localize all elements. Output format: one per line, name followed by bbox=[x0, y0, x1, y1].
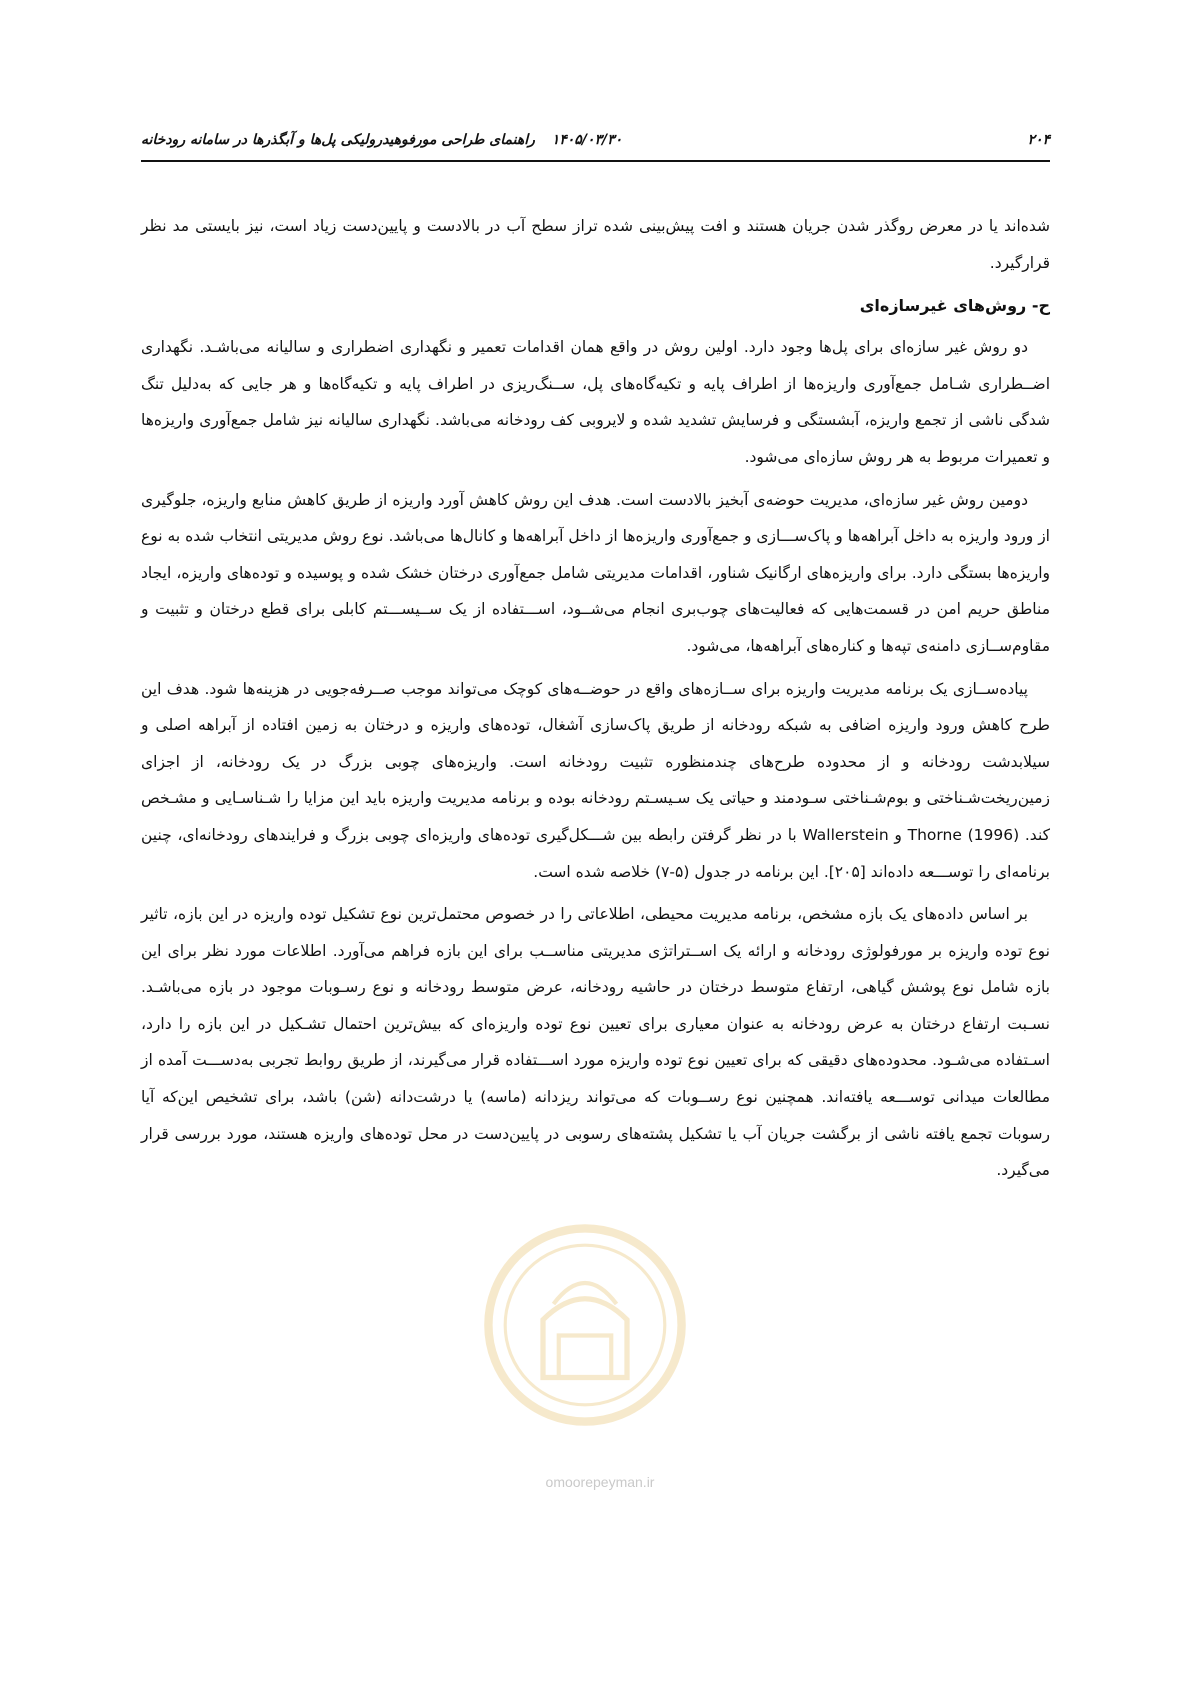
watermark-seal bbox=[480, 1220, 690, 1430]
running-title bbox=[141, 132, 622, 148]
paragraph: دومین روش غیر سازه‌ای، مدیریت حوضه‌ی آبخیز بالادست است. هدف این روش کاهش آورد واریزه از طریق کاهش منابع واریزه، جلوگیری از ورود واریزه به داخل آبراهه‌ها و پاک‌ســـازی و جمع‌آوری واریزه‌ها از داخل آبراهه‌ها و کانال‌ها می‌باشد. نوع روش مدیریتی انتخاب شده به نوع واریزه‌ها بستگی دارد. برای واریزه‌های ارگانیک شناور، اقدامات مدیریتی شامل جمع‌آوری درختان خشک شده و پوسیده و توده‌های واریزه، ایجاد مناطق حریم امن در قسمت‌هایی که فعالیت‌های چوب‌بری انجام می‌شــود، اســـتفاده از یک ســیســـتم کابلی برای قطع درختان و تثبیت و مقاوم‌ســازی دامنه‌ی تپه‌ها و کناره‌های آبراهه‌ها، می‌شود. bbox=[141, 490, 1050, 655]
paragraph: بر اساس داده‌های یک بازه مشخص، برنامه مدیریت محیطی، اطلاعاتی را در خصوص محتمل‌ترین نوع تشکیل توده واریزه در این بازه، تاثیر نوع توده واریزه بر مورفولوژی رودخانه و ارائه یک اســتراتژی مدیریتی مناســب برای این بازه فراهم می‌آورد. اطلاعات مورد نظر برای این بازه شامل نوع پوشش گیاهی، ارتفاع متوسط درختان در حاشیه رودخانه، عرض متوسط رودخانه و نوع رسـوبات موجود در بازه می‌باشـد. نسـبت ارتفاع درختان به عرض رودخانه به عنوان معیاری برای تعیین نوع توده واریزه‌ای که بیش‌ترین احتمال تشـکیل در این بازه را دارد، اسـتفاده می‌شـود. محدوده‌های دقیقی که برای تعیین نوع توده واریزه مورد اســـتفاده قرار می‌گیرند، از طریق روابط تجربی به‌دســـت آمده از مطالعات میدانی توســـعه یافته‌اند. همچنین نوع رســوبات که می‌تواند ریزدانه (ماسه) یا درشت‌دانه (شن) باشد، برای تشخیص این‌که آیا رسوبات تجمع یافته ناشی از برگشت جریان آب یا تشکیل پشته‌های رسوبی در پایین‌دست در محل توده‌های واریزه هستند، مورد بررسی قرار می‌گیرد. bbox=[141, 905, 1050, 1180]
section-heading: ح- روش‌های غیرسازه‌ای bbox=[859, 296, 1050, 316]
header-date: ۱۴۰۵/۰۳/۳۰ bbox=[551, 132, 623, 148]
page-header bbox=[141, 128, 1050, 154]
watermark-url: omoorepeyman.ir bbox=[545, 1474, 655, 1490]
page-number: ۲۰۴ bbox=[1027, 132, 1050, 148]
paragraph-continuation: شده‌اند یا در معرض روگذر شدن جریان هستند و افت پیش‌بینی شده تراز سطح آب در بالادست و پایین‌دست زیاد است، نیز بایستی مد نظر قرارگیرد. bbox=[141, 217, 1050, 272]
header-rule bbox=[141, 160, 1050, 162]
body-text bbox=[141, 208, 1050, 1195]
header-title: راهنمای طراحی مورفوهیدرولیکی پل‌ها و آبگذرها در سامانه رودخانه bbox=[141, 132, 535, 148]
paragraph: پیاده‌ســازی یک برنامه مدیریت واریزه برای ســازه‌های واقع در حوضــه‌های کوچک می‌تواند موجب صــرفه‌جویی در هزینه‌ها شود. هدف این طرح کاهش ورود واریزه اضافی به شبکه رودخانه از طریق پاک‌سازی آشغال، توده‌های واریزه و درختان به زمین افتاده از آبراهه اصلی و سیلابدشت رودخانه و از محدوده طرح‌های چندمنظوره تثبیت رودخانه است. واریزه‌های چوبی بزرگ در یک رودخانه، از اجزای زمین‌ریخت‌شـناختی و بوم‌شـناختی سـودمند و حیاتی یک سـیسـتم رودخانه بوده و برنامه مدیریت واریزه باید این مزایا را شـناسـایی و مشـخص کند. Thorne (1996) و Wallerstein با در نظر گرفتن رابطه بین شـــکل‌گیری توده‌های واریزه‌ای چوبی بزرگ و فرایندهای رودخانه‌ای، چنین برنامه‌ای را توســـعه داده‌اند [۲۰۵]. این برنامه در جدول (۵-۷) خلاصه شده است. bbox=[141, 679, 1050, 881]
paragraph: دو روش غیر سازه‌ای برای پل‌ها وجود دارد. اولین روش در واقع همان اقدامات تعمیر و نگهداری اضطراری و سالیانه می‌باشـد. نگهداری اضــطراری شـامل جمع‌آوری واریزه‌ها از اطراف پایه و تکیه‌گاه‌های پل، ســنگ‌ریزی در اطراف پایه و تکیه‌گاه‌ها و هر جایی که به‌دلیل تنگ شدگی ناشی از تجمع واریزه، آبشستگی و فرسایش تشدید شده و لایروبی کف رودخانه می‌باشد. نگهداری سالیانه نیز شامل جمع‌آوری واریزه‌ها و تعمیرات مربوط به هر روش سازه‌ای می‌شود. bbox=[141, 338, 1050, 466]
